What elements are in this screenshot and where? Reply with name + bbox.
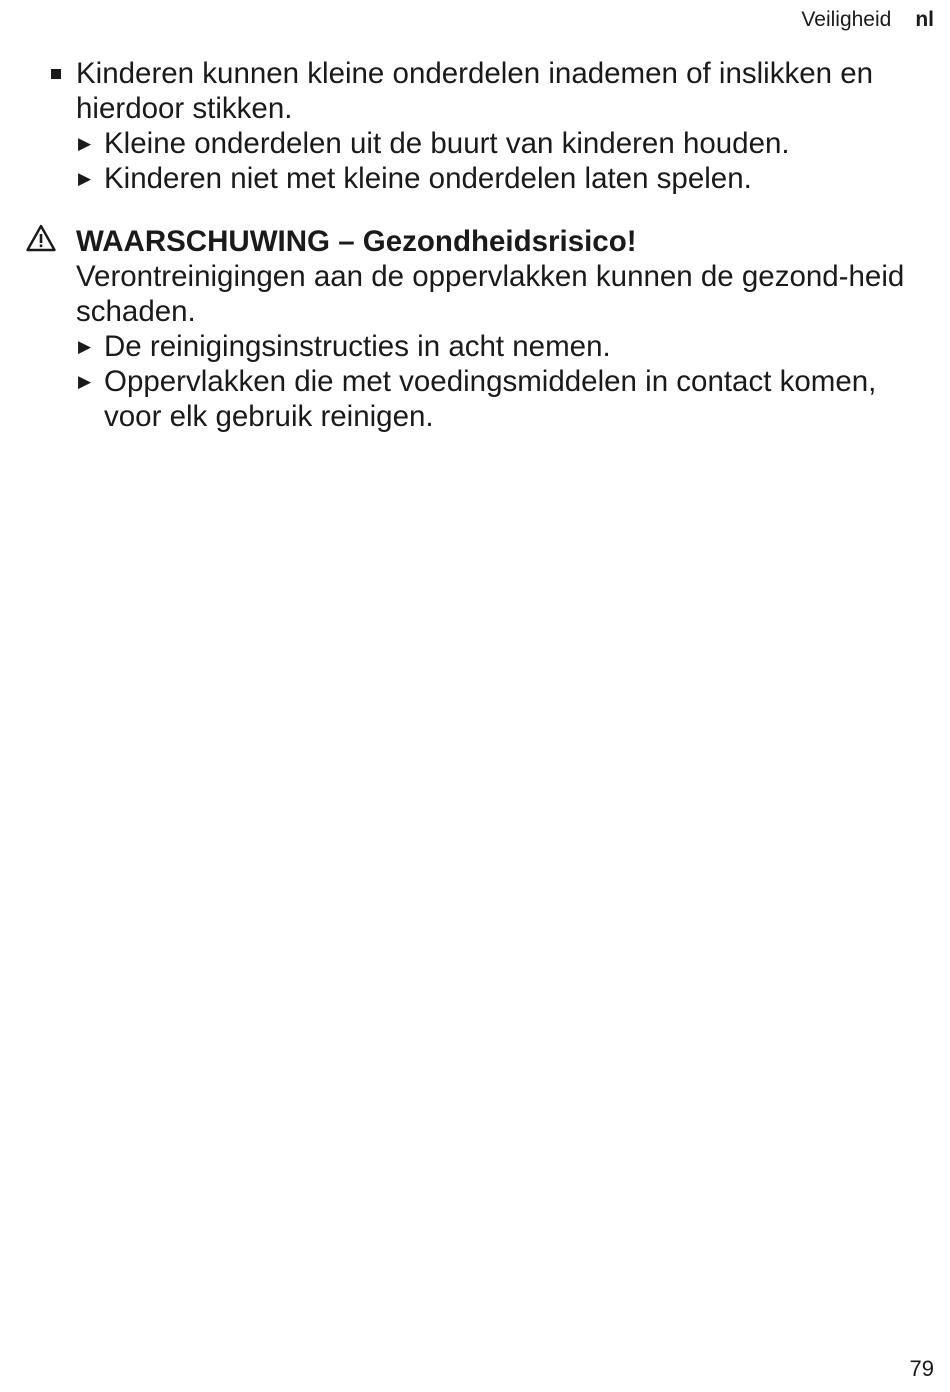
document-content xyxy=(24,56,934,434)
step-text: De reinigingsinstructies in acht nemen. xyxy=(104,330,611,363)
warning-title: WAARSCHUWING – Gezondheidsrisico! xyxy=(76,225,637,258)
step-item xyxy=(76,126,934,161)
step-item xyxy=(76,329,934,364)
step-text: Kinderen niet met kleine onderdelen laten spelen. xyxy=(104,162,752,195)
warning-block xyxy=(24,224,934,434)
language-code: nl xyxy=(915,8,934,31)
arrow-right-icon: ▶ xyxy=(78,337,92,356)
arrow-right-icon: ▶ xyxy=(78,372,92,391)
item-text: Kinderen kunnen kleine onderdelen inademen of inslikken en hierdoor stikken. xyxy=(76,57,874,125)
step-text: Kleine onderdelen uit de buurt van kinderen houden. xyxy=(104,127,790,160)
warning-text: Verontreinigingen aan de oppervlakken kunnen de gezond-heid schaden. xyxy=(76,260,905,328)
warning-triangle-icon xyxy=(26,224,56,252)
square-bullet-icon xyxy=(51,69,61,79)
step-text: Oppervlakken die met voedingsmiddelen in contact komen, voor elk gebruik reinigen. xyxy=(104,365,877,433)
list-item xyxy=(24,56,934,196)
step-item xyxy=(76,161,934,196)
step-item xyxy=(76,364,934,434)
page-number: 79 xyxy=(909,1356,934,1381)
arrow-right-icon: ▶ xyxy=(78,134,92,153)
section-title: Veiligheid xyxy=(801,8,892,31)
running-header xyxy=(801,8,934,32)
arrow-right-icon: ▶ xyxy=(78,169,92,188)
